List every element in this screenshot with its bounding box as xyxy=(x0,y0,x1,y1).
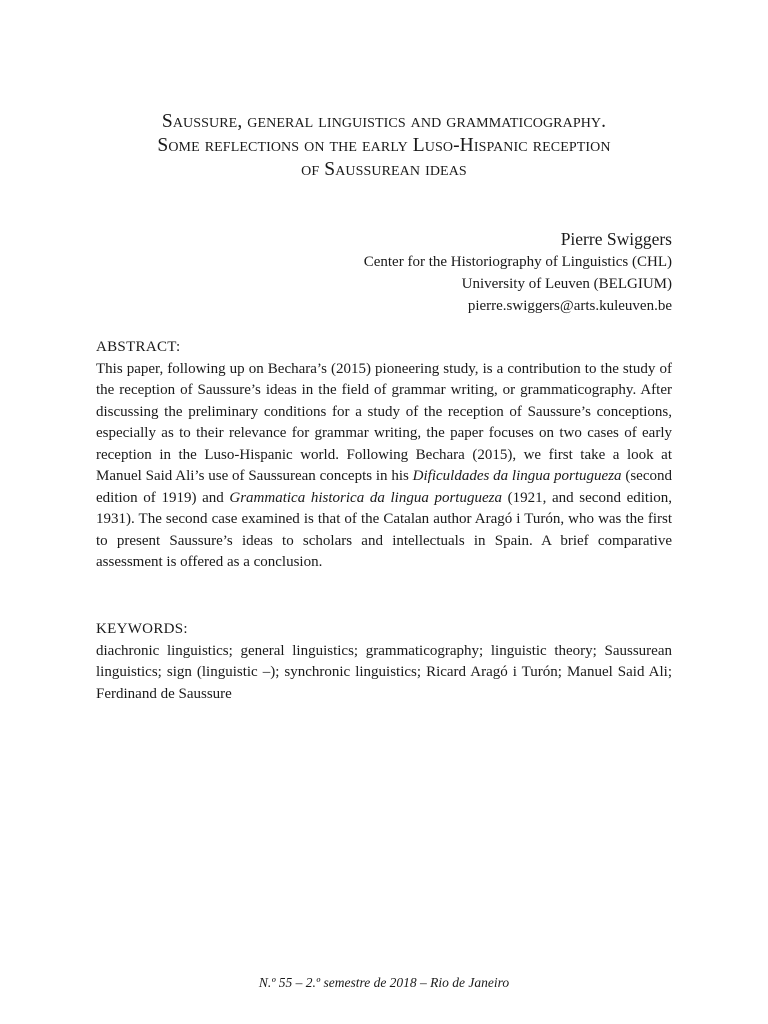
title-line-2: Some reflections on the early Luso-Hispanic reception xyxy=(157,135,611,156)
author-email: pierre.swiggers@arts.kuleuven.be xyxy=(467,298,672,314)
title-line-3: of Saussurean ideas xyxy=(301,159,467,180)
author-name: Pierre Swiggers xyxy=(560,229,672,249)
author-affiliation-university: University of Leuven (BELGIUM) xyxy=(461,276,672,292)
abstract-section xyxy=(96,337,672,574)
abstract-text-part-2: (second edition of 1919) and xyxy=(96,468,672,506)
abstract-text-part-1: This paper, following up on Bechara’s (2015) pioneering study, is a contribution to the study of the reception of Saussure’s ideas in the field of grammar writing, or grammaticography. After discussing the preliminary conditions for a study of the reception of Saussure’s conceptions, especially as to their relevance for grammar writing, the paper focuses on two cases of early reception in the Luso-Hispanic world. Following Bechara (2015), we first take a look at Manuel Said Ali’s use of Saussurean concepts in his xyxy=(96,360,672,484)
abstract-book-title-2: Grammatica historica da lingua portugueza xyxy=(229,489,502,506)
title-line-1: Saussure, general linguistics and grammaticography. xyxy=(161,111,607,132)
author-affiliation-center: Center for the Historiography of Linguistics (CHL) xyxy=(363,254,672,270)
keywords-text: diachronic linguistics; general linguistics; grammaticography; linguistic theory; Saussurean linguistics; sign (linguistic –); synchronic linguistics; Ricard Aragó i Turón; Manuel Said Ali; Ferdinand de Saussure xyxy=(96,642,672,702)
author-block xyxy=(96,227,672,317)
abstract-text-part-3: (1921, and second edition, 1931). The second case examined is that of the Catalan author Aragó i Turón, who was the first to present Saussure’s ideas to scholars and intellectuals in Spain. A brief comparative assessment is offered as a conclusion. xyxy=(96,489,673,570)
paper-title xyxy=(96,110,672,182)
keywords-section xyxy=(96,619,672,705)
abstract-heading: ABSTRACT: xyxy=(96,339,181,355)
abstract-text xyxy=(96,359,672,574)
journal-footer: N.º 55 – 2.º semestre de 2018 – Rio de Janeiro xyxy=(258,975,510,990)
keywords-heading: KEYWORDS: xyxy=(96,621,188,637)
abstract-book-title-1: Dificuldades da lingua portugueza xyxy=(412,468,622,484)
